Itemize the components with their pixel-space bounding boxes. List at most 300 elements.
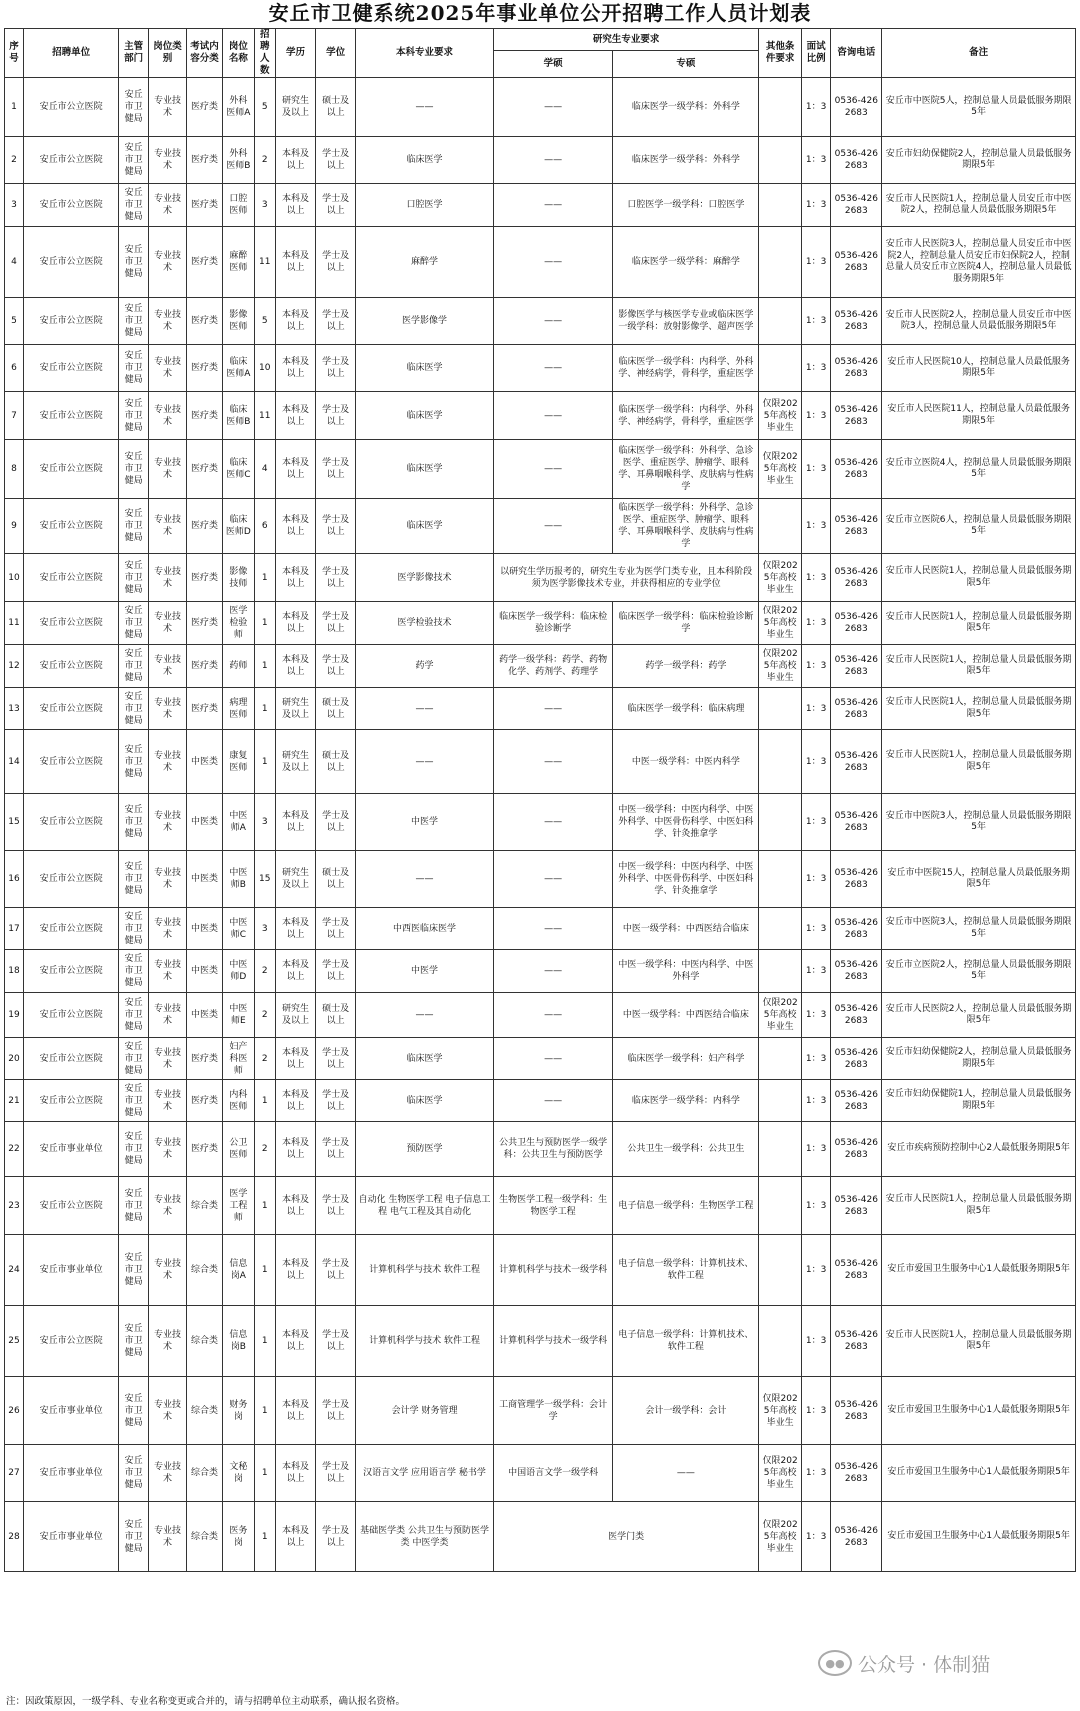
cell-degree: 学士及以上	[316, 499, 356, 554]
cell-education: 本科及以上	[275, 137, 315, 184]
cell-dept: 安丘市卫健局	[119, 184, 149, 227]
cell-phone: 0536-4262683	[831, 78, 882, 137]
cell-count: 1	[254, 554, 275, 602]
cell-grad-professional: 药学一级学科：药学	[613, 645, 759, 688]
header-grad-academic: 学硕	[493, 51, 613, 78]
table-row	[5, 1235, 1076, 1306]
cell-category: 专业技术	[148, 950, 186, 993]
cell-dept: 安丘市卫健局	[119, 1502, 149, 1572]
cell-degree: 学士及以上	[316, 1235, 356, 1306]
cell-grad-academic: ——	[493, 440, 613, 499]
cell-grad-professional: 中医一级学科：中医内科学、中医外科学、中医骨伤科学、中医妇科学、针灸推拿学	[613, 851, 759, 908]
cell-ratio: 1：3	[801, 440, 831, 499]
cell-exam: 综合类	[187, 1306, 223, 1377]
cell-dept: 安丘市卫健局	[119, 1122, 149, 1177]
cell-dept: 安丘市卫健局	[119, 78, 149, 137]
cell-position: 临床医师B	[222, 392, 254, 440]
cell-exam: 医疗类	[187, 392, 223, 440]
cell-count: 1	[254, 1502, 275, 1572]
cell-degree: 学士及以上	[316, 298, 356, 345]
cell-note: 安丘市立医院2人，控制总量人员最低服务期限5年	[882, 950, 1076, 993]
table-row	[5, 440, 1076, 499]
cell-seq: 25	[5, 1306, 24, 1377]
wechat-icon: ●●	[818, 1650, 852, 1676]
cell-grad-academic: 工商管理学一级学科：会计学	[493, 1377, 613, 1445]
header-degree: 学位	[316, 29, 356, 78]
cell-note: 安丘市立医院4人，控制总量人员最低服务期限5年	[882, 440, 1076, 499]
cell-other: 仅限2025年高校毕业生	[759, 1445, 801, 1502]
cell-ratio: 1：3	[801, 78, 831, 137]
cell-unit: 安丘市公立医院	[24, 1177, 119, 1235]
cell-category: 专业技术	[148, 345, 186, 392]
cell-position: 医学检验师	[222, 602, 254, 645]
cell-dept: 安丘市卫健局	[119, 1038, 149, 1080]
cell-degree: 学士及以上	[316, 440, 356, 499]
cell-count: 2	[254, 993, 275, 1038]
cell-grad-professional: 临床医学一级学科：内科学、外科学、神经病学，骨科学，重症医学	[613, 345, 759, 392]
cell-degree: 硕士及以上	[316, 688, 356, 730]
cell-position: 麻醉医师	[222, 227, 254, 298]
cell-count: 2	[254, 950, 275, 993]
cell-seq: 15	[5, 794, 24, 851]
cell-education: 本科及以上	[275, 1377, 315, 1445]
cell-ratio: 1：3	[801, 730, 831, 794]
cell-position: 中医师D	[222, 950, 254, 993]
cell-position: 中医师E	[222, 993, 254, 1038]
cell-phone: 0536-4262683	[831, 1038, 882, 1080]
cell-grad-academic: ——	[493, 950, 613, 993]
cell-phone: 0536-4262683	[831, 227, 882, 298]
cell-ratio: 1：3	[801, 645, 831, 688]
cell-count: 4	[254, 440, 275, 499]
cell-dept: 安丘市卫健局	[119, 1306, 149, 1377]
cell-seq: 21	[5, 1080, 24, 1122]
cell-other	[759, 137, 801, 184]
table-row	[5, 851, 1076, 908]
cell-seq: 12	[5, 645, 24, 688]
cell-education: 本科及以上	[275, 345, 315, 392]
header-phone: 咨询电话	[831, 29, 882, 78]
cell-other	[759, 851, 801, 908]
cell-seq: 1	[5, 78, 24, 137]
table-row	[5, 602, 1076, 645]
cell-seq: 6	[5, 345, 24, 392]
cell-degree: 学士及以上	[316, 1080, 356, 1122]
cell-ratio: 1：3	[801, 908, 831, 950]
cell-grad-professional: 电子信息一级学科：计算机技术、软件工程	[613, 1235, 759, 1306]
cell-degree: 学士及以上	[316, 1038, 356, 1080]
cell-phone: 0536-4262683	[831, 1122, 882, 1177]
cell-grad-academic: ——	[493, 137, 613, 184]
cell-phone: 0536-4262683	[831, 392, 882, 440]
cell-grad-academic: ——	[493, 908, 613, 950]
cell-unit: 安丘市事业单位	[24, 1377, 119, 1445]
cell-education: 研究生及以上	[275, 688, 315, 730]
cell-degree: 硕士及以上	[316, 851, 356, 908]
cell-unit: 安丘市公立医院	[24, 440, 119, 499]
cell-count: 15	[254, 851, 275, 908]
cell-exam: 医疗类	[187, 78, 223, 137]
cell-grad-professional: 公共卫生一级学科：公共卫生	[613, 1122, 759, 1177]
cell-ratio: 1：3	[801, 1122, 831, 1177]
cell-other: 仅限2025年高校毕业生	[759, 440, 801, 499]
cell-other	[759, 688, 801, 730]
cell-degree: 硕士及以上	[316, 993, 356, 1038]
cell-other: 仅限2025年高校毕业生	[759, 554, 801, 602]
cell-other	[759, 1235, 801, 1306]
cell-other	[759, 184, 801, 227]
cell-position: 影像医师	[222, 298, 254, 345]
cell-count: 1	[254, 1377, 275, 1445]
cell-dept: 安丘市卫健局	[119, 1177, 149, 1235]
cell-degree: 学士及以上	[316, 184, 356, 227]
cell-phone: 0536-4262683	[831, 1235, 882, 1306]
cell-ratio: 1：3	[801, 1038, 831, 1080]
cell-bachelor: ——	[356, 993, 494, 1038]
table-row	[5, 908, 1076, 950]
cell-other	[759, 298, 801, 345]
cell-seq: 24	[5, 1235, 24, 1306]
cell-grad-academic: 临床医学一级学科：临床检验诊断学	[493, 602, 613, 645]
cell-dept: 安丘市卫健局	[119, 645, 149, 688]
cell-seq: 28	[5, 1502, 24, 1572]
cell-bachelor: 临床医学	[356, 499, 494, 554]
cell-phone: 0536-4262683	[831, 1377, 882, 1445]
cell-graduate: 医学门类	[493, 1502, 759, 1572]
cell-exam: 综合类	[187, 1177, 223, 1235]
cell-grad-professional: 电子信息一级学科：计算机技术、软件工程	[613, 1306, 759, 1377]
cell-unit: 安丘市公立医院	[24, 554, 119, 602]
cell-note: 安丘市人民医院1人，控制总量人员最低服务期限5年	[882, 1306, 1076, 1377]
cell-exam: 医疗类	[187, 688, 223, 730]
cell-exam: 医疗类	[187, 645, 223, 688]
cell-note: 安丘市爱国卫生服务中心1人最低服务期限5年	[882, 1235, 1076, 1306]
cell-phone: 0536-4262683	[831, 688, 882, 730]
cell-count: 6	[254, 499, 275, 554]
cell-bachelor: 医学影像技术	[356, 554, 494, 602]
cell-grad-academic: 公共卫生与预防医学一级学科：公共卫生与预防医学	[493, 1122, 613, 1177]
cell-note: 安丘市妇幼保健院2人，控制总量人员最低服务期限5年	[882, 137, 1076, 184]
cell-bachelor: 麻醉学	[356, 227, 494, 298]
cell-count: 3	[254, 908, 275, 950]
cell-note: 安丘市人民医院1人，控制总量人员最低服务期限5年	[882, 554, 1076, 602]
cell-degree: 学士及以上	[316, 345, 356, 392]
cell-grad-academic: ——	[493, 227, 613, 298]
cell-position: 公卫医师	[222, 1122, 254, 1177]
cell-bachelor: 临床医学	[356, 345, 494, 392]
cell-exam: 医疗类	[187, 499, 223, 554]
cell-unit: 安丘市公立医院	[24, 794, 119, 851]
cell-position: 病理医师	[222, 688, 254, 730]
cell-note: 安丘市立医院6人，控制总量人员最低服务期限5年	[882, 499, 1076, 554]
cell-unit: 安丘市公立医院	[24, 1038, 119, 1080]
cell-degree: 硕士及以上	[316, 78, 356, 137]
cell-category: 专业技术	[148, 1306, 186, 1377]
cell-unit: 安丘市公立医院	[24, 993, 119, 1038]
table-row	[5, 1377, 1076, 1445]
cell-grad-professional: 中医一级学科：中医内科学	[613, 730, 759, 794]
cell-category: 专业技术	[148, 993, 186, 1038]
cell-seq: 9	[5, 499, 24, 554]
cell-bachelor: 计算机科学与技术 软件工程	[356, 1235, 494, 1306]
cell-count: 5	[254, 78, 275, 137]
cell-seq: 22	[5, 1122, 24, 1177]
cell-phone: 0536-4262683	[831, 730, 882, 794]
cell-other: 仅限2025年高校毕业生	[759, 993, 801, 1038]
cell-phone: 0536-4262683	[831, 1445, 882, 1502]
cell-ratio: 1：3	[801, 499, 831, 554]
cell-grad-academic: 计算机科学与技术一级学科	[493, 1235, 613, 1306]
cell-dept: 安丘市卫健局	[119, 1080, 149, 1122]
table-row	[5, 688, 1076, 730]
cell-unit: 安丘市事业单位	[24, 1122, 119, 1177]
cell-grad-professional: 中医一级学科：中医内科学、中医外科学	[613, 950, 759, 993]
cell-category: 专业技术	[148, 554, 186, 602]
cell-grad-professional: ——	[613, 1445, 759, 1502]
cell-other: 仅限2025年高校毕业生	[759, 645, 801, 688]
cell-exam: 医疗类	[187, 227, 223, 298]
cell-other	[759, 950, 801, 993]
cell-note: 安丘市爱国卫生服务中心1人最低服务期限5年	[882, 1377, 1076, 1445]
cell-category: 专业技术	[148, 688, 186, 730]
table-row	[5, 1038, 1076, 1080]
cell-grad-academic: ——	[493, 499, 613, 554]
cell-count: 5	[254, 298, 275, 345]
cell-phone: 0536-4262683	[831, 1080, 882, 1122]
cell-other	[759, 227, 801, 298]
cell-education: 本科及以上	[275, 1306, 315, 1377]
cell-count: 1	[254, 645, 275, 688]
cell-grad-professional: 临床医学一级学科：临床病理	[613, 688, 759, 730]
cell-seq: 10	[5, 554, 24, 602]
cell-phone: 0536-4262683	[831, 184, 882, 227]
cell-grad-academic: ——	[493, 345, 613, 392]
cell-note: 安丘市妇幼保健院2人，控制总量人员最低服务期限5年	[882, 1038, 1076, 1080]
cell-position: 信息岗A	[222, 1235, 254, 1306]
cell-bachelor: 汉语言文学 应用语言学 秘书学	[356, 1445, 494, 1502]
footnote: 注：因政策原因，一级学科、专业名称变更或合并的，请与招聘单位主动联系，确认报名资格。	[6, 1696, 406, 1707]
cell-bachelor: 中医学	[356, 950, 494, 993]
cell-category: 专业技术	[148, 392, 186, 440]
cell-dept: 安丘市卫健局	[119, 730, 149, 794]
cell-exam: 中医类	[187, 908, 223, 950]
cell-education: 本科及以上	[275, 1122, 315, 1177]
table-row	[5, 227, 1076, 298]
cell-category: 专业技术	[148, 227, 186, 298]
cell-phone: 0536-4262683	[831, 499, 882, 554]
header-graduate: 研究生专业要求	[493, 29, 759, 51]
cell-education: 本科及以上	[275, 1502, 315, 1572]
cell-unit: 安丘市公立医院	[24, 137, 119, 184]
header-ratio: 面试比例	[801, 29, 831, 78]
cell-dept: 安丘市卫健局	[119, 993, 149, 1038]
cell-note: 安丘市人民医院1人，控制总量人员安丘市中医院2人，控制总量人员最低服务期限5年	[882, 184, 1076, 227]
cell-grad-academic: ——	[493, 78, 613, 137]
cell-ratio: 1：3	[801, 602, 831, 645]
cell-other	[759, 345, 801, 392]
cell-exam: 医疗类	[187, 137, 223, 184]
cell-ratio: 1：3	[801, 1235, 831, 1306]
cell-unit: 安丘市公立医院	[24, 688, 119, 730]
cell-category: 专业技术	[148, 602, 186, 645]
cell-phone: 0536-4262683	[831, 908, 882, 950]
cell-note: 安丘市人民医院1人，控制总量人员最低服务期限5年	[882, 730, 1076, 794]
cell-ratio: 1：3	[801, 993, 831, 1038]
cell-degree: 学士及以上	[316, 908, 356, 950]
cell-count: 1	[254, 602, 275, 645]
table-row	[5, 645, 1076, 688]
cell-other	[759, 1080, 801, 1122]
cell-education: 研究生及以上	[275, 730, 315, 794]
cell-grad-professional: 临床医学一级学科：内科学	[613, 1080, 759, 1122]
cell-count: 1	[254, 1177, 275, 1235]
cell-note: 安丘市人民医院2人，控制总量人员安丘市中医院3人，控制总量人员最低服务期限5年	[882, 298, 1076, 345]
cell-count: 1	[254, 1235, 275, 1306]
cell-phone: 0536-4262683	[831, 554, 882, 602]
table-row	[5, 950, 1076, 993]
cell-dept: 安丘市卫健局	[119, 1445, 149, 1502]
cell-phone: 0536-4262683	[831, 1177, 882, 1235]
table-row	[5, 499, 1076, 554]
table-row	[5, 392, 1076, 440]
cell-count: 1	[254, 1445, 275, 1502]
cell-position: 中医师B	[222, 851, 254, 908]
cell-position: 内科医师	[222, 1080, 254, 1122]
cell-seq: 11	[5, 602, 24, 645]
cell-note: 安丘市中医院5人，控制总量人员最低服务期限5年	[882, 78, 1076, 137]
cell-note: 安丘市人民医院1人，控制总量人员最低服务期限5年	[882, 1177, 1076, 1235]
table-row	[5, 298, 1076, 345]
cell-education: 本科及以上	[275, 794, 315, 851]
cell-exam: 综合类	[187, 1502, 223, 1572]
cell-bachelor: 临床医学	[356, 1080, 494, 1122]
cell-ratio: 1：3	[801, 298, 831, 345]
cell-grad-academic: ——	[493, 993, 613, 1038]
table-row	[5, 1445, 1076, 1502]
cell-category: 专业技术	[148, 794, 186, 851]
cell-category: 专业技术	[148, 645, 186, 688]
cell-ratio: 1：3	[801, 688, 831, 730]
cell-note: 安丘市人民医院3人，控制总量人员安丘市中医院2人，控制总量人员安丘市妇保院2人，控制总量人员安丘市立医院4人，控制总量人员最低服务期限5年	[882, 227, 1076, 298]
cell-note: 安丘市中医院15人，控制总量人员最低服务期限5年	[882, 851, 1076, 908]
cell-other	[759, 730, 801, 794]
cell-degree: 学士及以上	[316, 1445, 356, 1502]
header-exam: 考试内容分类	[187, 29, 223, 78]
cell-ratio: 1：3	[801, 184, 831, 227]
cell-phone: 0536-4262683	[831, 851, 882, 908]
cell-category: 专业技术	[148, 1445, 186, 1502]
cell-dept: 安丘市卫健局	[119, 499, 149, 554]
cell-exam: 医疗类	[187, 440, 223, 499]
cell-seq: 5	[5, 298, 24, 345]
cell-education: 本科及以上	[275, 184, 315, 227]
header-seq: 序号	[5, 29, 24, 78]
cell-category: 专业技术	[148, 440, 186, 499]
cell-dept: 安丘市卫健局	[119, 602, 149, 645]
cell-education: 本科及以上	[275, 908, 315, 950]
cell-other	[759, 1177, 801, 1235]
cell-seq: 14	[5, 730, 24, 794]
cell-education: 本科及以上	[275, 950, 315, 993]
cell-ratio: 1：3	[801, 1502, 831, 1572]
cell-dept: 安丘市卫健局	[119, 1377, 149, 1445]
cell-dept: 安丘市卫健局	[119, 227, 149, 298]
cell-unit: 安丘市事业单位	[24, 1502, 119, 1572]
header-bachelor: 本科专业要求	[356, 29, 494, 78]
cell-position: 临床医师A	[222, 345, 254, 392]
cell-exam: 中医类	[187, 730, 223, 794]
cell-ratio: 1：3	[801, 554, 831, 602]
cell-ratio: 1：3	[801, 1080, 831, 1122]
cell-degree: 学士及以上	[316, 1306, 356, 1377]
cell-grad-professional: 临床医学一级学科：外科学、急诊医学、重症医学、肿瘤学、眼科学、耳鼻咽喉科学、皮肤病与性病学	[613, 499, 759, 554]
cell-note: 安丘市爱国卫生服务中心1人最低服务期限5年	[882, 1502, 1076, 1572]
cell-note: 安丘市人民医院10人，控制总量人员最低服务期限5年	[882, 345, 1076, 392]
cell-education: 本科及以上	[275, 1177, 315, 1235]
cell-unit: 安丘市公立医院	[24, 950, 119, 993]
cell-dept: 安丘市卫健局	[119, 298, 149, 345]
cell-bachelor: ——	[356, 851, 494, 908]
table-row	[5, 1177, 1076, 1235]
table-row	[5, 345, 1076, 392]
cell-degree: 学士及以上	[316, 137, 356, 184]
cell-ratio: 1：3	[801, 950, 831, 993]
cell-unit: 安丘市公立医院	[24, 1080, 119, 1122]
cell-education: 本科及以上	[275, 392, 315, 440]
cell-seq: 16	[5, 851, 24, 908]
cell-position: 康复医师	[222, 730, 254, 794]
cell-category: 专业技术	[148, 908, 186, 950]
cell-grad-professional: 影像医学与核医学专业或临床医学一级学科：放射影像学、超声医学	[613, 298, 759, 345]
cell-position: 口腔医师	[222, 184, 254, 227]
cell-note: 安丘市中医院3人，控制总量人员最低服务期限5年	[882, 794, 1076, 851]
cell-education: 本科及以上	[275, 1038, 315, 1080]
cell-exam: 中医类	[187, 993, 223, 1038]
header-dept: 主管部门	[119, 29, 149, 78]
cell-unit: 安丘市公立医院	[24, 392, 119, 440]
table-row	[5, 137, 1076, 184]
cell-ratio: 1：3	[801, 1445, 831, 1502]
cell-seq: 20	[5, 1038, 24, 1080]
cell-other	[759, 1122, 801, 1177]
cell-category: 专业技术	[148, 137, 186, 184]
cell-unit: 安丘市公立医院	[24, 1306, 119, 1377]
cell-count: 11	[254, 392, 275, 440]
cell-unit: 安丘市公立医院	[24, 298, 119, 345]
cell-seq: 27	[5, 1445, 24, 1502]
cell-count: 11	[254, 227, 275, 298]
cell-degree: 学士及以上	[316, 392, 356, 440]
cell-dept: 安丘市卫健局	[119, 688, 149, 730]
cell-unit: 安丘市公立医院	[24, 227, 119, 298]
cell-dept: 安丘市卫健局	[119, 950, 149, 993]
cell-degree: 学士及以上	[316, 950, 356, 993]
cell-education: 本科及以上	[275, 499, 315, 554]
cell-degree: 学士及以上	[316, 554, 356, 602]
cell-note: 安丘市妇幼保健院1人，控制总量人员最低服务期限5年	[882, 1080, 1076, 1122]
cell-seq: 8	[5, 440, 24, 499]
cell-seq: 18	[5, 950, 24, 993]
cell-position: 外科医师B	[222, 137, 254, 184]
cell-category: 专业技术	[148, 1502, 186, 1572]
cell-unit: 安丘市事业单位	[24, 1235, 119, 1306]
cell-grad-professional: 临床医学一级学科：妇产科学	[613, 1038, 759, 1080]
cell-category: 专业技术	[148, 499, 186, 554]
cell-degree: 学士及以上	[316, 602, 356, 645]
cell-graduate: 以研究生学历报考的，研究生专业为医学门类专业，且本科阶段须为医学影像技术专业，并获得相应的专业学位	[493, 554, 759, 602]
cell-grad-professional: 中医一级学科：中西医结合临床	[613, 993, 759, 1038]
cell-unit: 安丘市公立医院	[24, 78, 119, 137]
